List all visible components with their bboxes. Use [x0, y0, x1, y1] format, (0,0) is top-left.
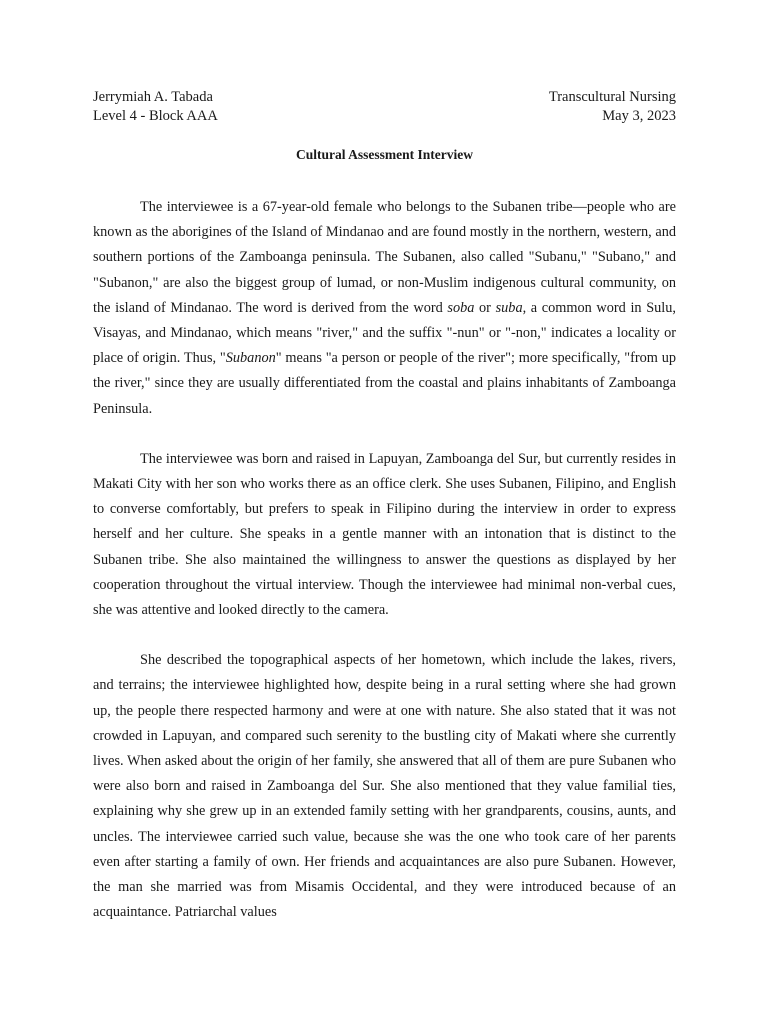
course-name: Transcultural Nursing — [548, 89, 676, 105]
document-title: Cultural Assessment Interview — [296, 147, 473, 162]
header-row-2 — [93, 107, 676, 126]
italic-word-subanon: Subanon — [225, 350, 276, 367]
header-row-1 — [93, 88, 676, 107]
paragraph-1-text-c: , a common word in Sulu, Visayas, and Mindanao, which means "river," and the suffix "-nun" or "-non," indicates a locality or place of origin. Thus, " — [93, 299, 676, 367]
italic-word-suba: suba — [495, 299, 523, 316]
paragraph-1 — [93, 195, 676, 422]
paragraph-1-text-d: " means "a person or people of the river"; more specifically, "from up the river," since they are usually differentiated from the coastal and plains inhabitants of Zamboanga Peninsula. — [93, 350, 676, 417]
author-name: Jerrymiah A. Tabada — [93, 89, 213, 105]
document-page — [93, 88, 676, 925]
level-block: Level 4 - Block AAA — [93, 108, 218, 124]
paragraph-1-text-b: or — [474, 299, 496, 316]
paragraph-2: The interviewee was born and raised in Lapuyan, Zamboanga del Sur, but currently resides in Makati City with her son who works there as an office clerk. She uses Subanen, Filipino, and English to converse comfortably, but prefers to speak in Filipino during the interview in order to express herself and her culture. She speaks in a gentle manner with an intonation that is distinct to the Subanen tribe. She also maintained the willingness to answer the questions as displayed by her cooperation throughout the virtual interview. Though the interviewee had minimal non-verbal cues, she was attentive and looked directly to the camera. — [93, 450, 676, 619]
italic-word-soba: soba — [447, 299, 475, 316]
paragraph-1-text-a: The interviewee is a 67-year-old female who belongs to the Subanen tribe—people who are known as the aborigines of the Island of Mindanao and are found mostly in the northern, western, and southern portions of the Zamboanga peninsula. The Subanen, also called "Subanu," "Subano," and "Subanon," are also the biggest group of lumad, or non-Muslim indigenous cultural community, on the island of Mindanao. The word is derived from the word — [93, 199, 676, 316]
document-date: May 3, 2023 — [602, 108, 676, 124]
paragraph-3: She described the topographical aspects of her hometown, which include the lakes, rivers, and terrains; the interviewee highlighted how, despite being in a rural setting where she had grown up, the people there respected harmony and were at one with nature. She also stated that it was not crowded in Lapuyan, and compared such serenity to the bustling city of Makati where she currently lives. When asked about the origin of her family, she answered that all of them are pure Subanen who were also born and raised in Zamboanga del Sur. She also mentioned that they value familial ties, explaining why she grew up in an extended family setting with her grandparents, cousins, aunts, and uncles. The interviewee carried such value, because she was the one who took care of her parents even after starting a family of own. Her friends and acquaintances are also pure Subanen. However, the man she married was from Misamis Occidental, and they were introduced because of an acquaintance. Patriarchal values — [93, 652, 676, 921]
